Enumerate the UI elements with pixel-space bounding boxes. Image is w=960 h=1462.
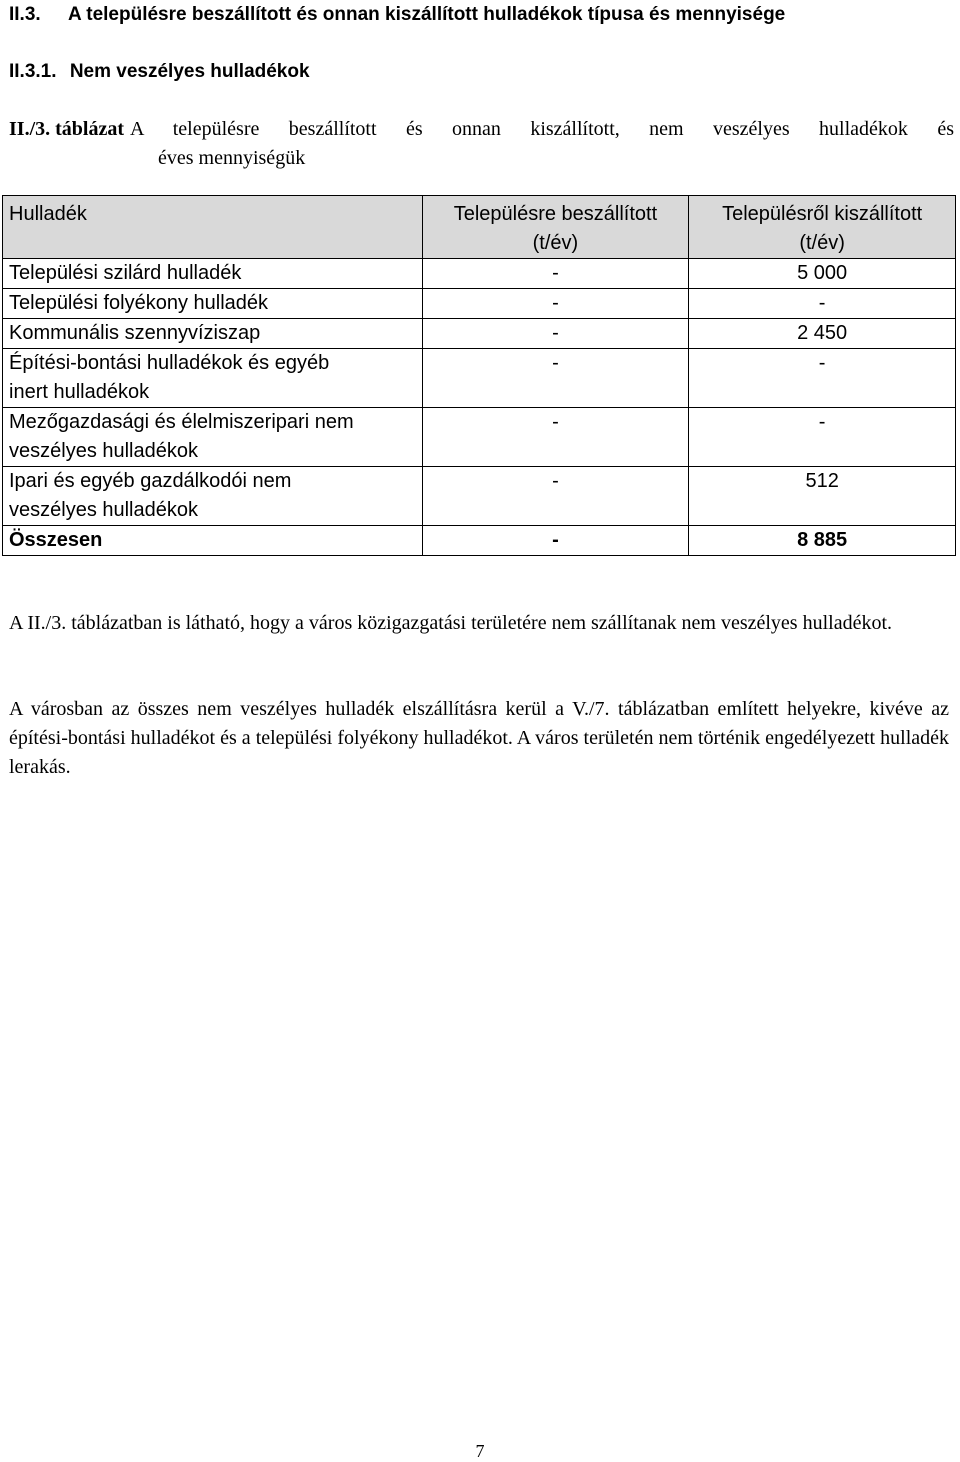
row-name: Mezőgazdasági és élelmiszeripari nem veszélyes hulladékok — [3, 408, 423, 467]
row-out-value: 512 — [689, 467, 956, 526]
total-label: Összesen — [3, 526, 423, 556]
table-row — [3, 408, 956, 467]
subsection-title: Nem veszélyes hulladékok — [69, 61, 310, 82]
header-transported-in — [422, 196, 689, 259]
row-name: Települési folyékony hulladék — [3, 289, 423, 319]
table-caption-line2: éves mennyiségük — [158, 147, 306, 169]
row-out-value: 2 450 — [689, 319, 956, 349]
header-in-unit: (t/év) — [532, 232, 579, 254]
row-name: Ipari és egyéb gazdálkodói nem veszélyes hulladékok — [3, 467, 423, 526]
total-out-value: 8 885 — [689, 526, 956, 556]
section-heading — [9, 4, 785, 26]
row-out-value: - — [689, 349, 956, 408]
row-out-value: 5 000 — [689, 259, 956, 289]
header-in-label: Településre beszállított — [453, 203, 658, 225]
table-row — [3, 259, 956, 289]
row-in-value: - — [422, 408, 689, 467]
total-in-value: - — [422, 526, 689, 556]
row-out-value: - — [689, 408, 956, 467]
row-name: Kommunális szennyvíziszap — [3, 319, 423, 349]
header-transported-out — [689, 196, 956, 259]
table-row — [3, 349, 956, 408]
header-out-label: Településről kiszállított — [722, 203, 923, 225]
section-number: II.3. — [9, 4, 41, 25]
waste-table — [2, 195, 956, 556]
row-in-value: - — [422, 319, 689, 349]
row-in-value: - — [422, 289, 689, 319]
row-in-value: - — [422, 259, 689, 289]
table-caption — [9, 115, 954, 173]
subsection-number: II.3.1. — [9, 61, 57, 82]
header-waste-label-2 — [9, 229, 416, 258]
header-waste-label: Hulladék — [9, 203, 87, 225]
header-waste — [3, 196, 423, 259]
table-row — [3, 289, 956, 319]
table-caption-label: II./3. táblázat — [9, 118, 124, 140]
row-out-value: - — [689, 289, 956, 319]
table-header-row — [3, 196, 956, 259]
row-in-value: - — [422, 349, 689, 408]
table-caption-line1: A településre beszállított és onnan kiszállított, nem veszélyes hulladékok és — [130, 118, 954, 140]
row-in-value: - — [422, 467, 689, 526]
row-name: Települési szilárd hulladék — [3, 259, 423, 289]
subsection-heading — [9, 61, 310, 83]
page-number: 7 — [475, 1441, 485, 1461]
header-out-unit: (t/év) — [799, 232, 845, 254]
paragraph-2: A városban az összes nem veszélyes hulladék elszállításra kerül a V./7. táblázatban említett helyekre, kivéve az építési-bontási hulladékot és a települési folyékony hulladékot. A város területén nem történik engedélyezett hulladék lerakás. — [9, 698, 949, 778]
section-title: A településre beszállított és onnan kiszállított hulladékok típusa és mennyisége — [67, 4, 786, 25]
row-name: Építési-bontási hulladékok és egyéb inert hulladékok — [3, 349, 423, 408]
table-total-row — [3, 526, 956, 556]
paragraph-1: A II./3. táblázatban is látható, hogy a város közigazgatási területére nem szállítanak nem veszélyes hulladékot. — [9, 612, 893, 634]
table-row — [3, 467, 956, 526]
table-row — [3, 319, 956, 349]
